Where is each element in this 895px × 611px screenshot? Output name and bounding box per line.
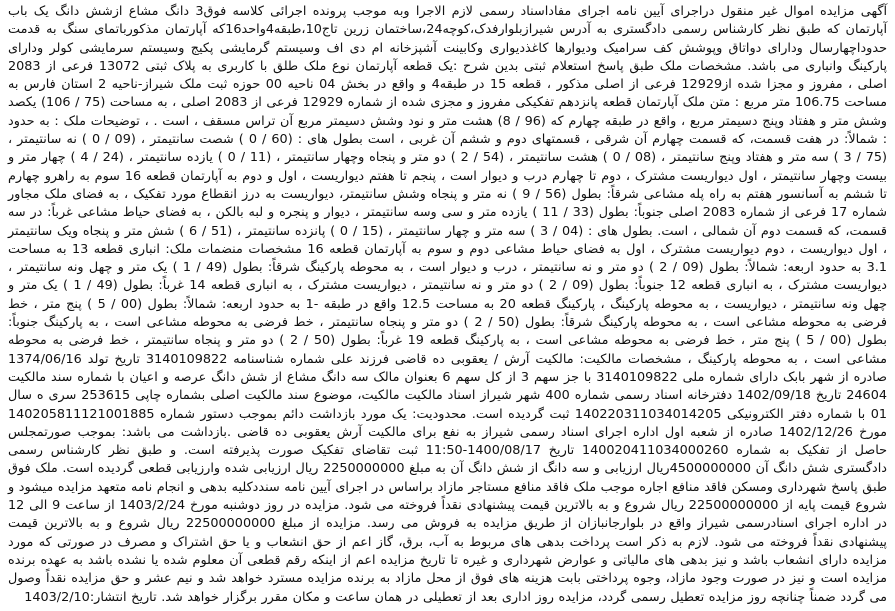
- notice-body-text: آگهی مزایده اموال غیر منقول دراجرای آیین نامه اجرای مفاداسناد رسمی لازم الاجرا وبه موجب پرونده اجرائی کلاسه فوق3 دانگ مشاع ازشش دانگ یک باب آپارتمان که طبق نظر کارشناس رسمی دادگستری به آدرس شیرازبلوارفدک،کوچه24،ساختمان زرین تاج10،طبقه4واحد16که آپارتمان مذکورباتمای سنگ به قدمت حدوداچهارسال ودارای دواتاق وپوشش کف سرامیک ودیوارها کاغذدیواری وکابینت آشپزخانه ام دی اف وسیستم گرمایشی پکیج وسیستم سرمایشی کولر ودارای پارکینگ وانباری می باشد. مشخصات ملک طبق پاسخ استعلام ثبتی بدین شرح :یک قطعه آپارتمان نوع ملک طلق با کاربری به پلاک ثبتی 13072 فرعی از 2083 اصلی ، مفروز و مجزا شده از12929 فرعی از اصلی مذکور ، قطعه 15 در طبقه4 و واقع در بخش 04 ناحیه 00 حوزه ثبت ملک شیراز-ناحیه 2 استان فارس به مساحت 106.75 متر مربع : متن ملک آپارتمان قطعه پانزدهم تفکیکی مفروز و مجزی شده از شماره 12929 فرعی از 2083 اصلی ، به مساحت (75 / 106) یکصد وشش متر و هفتاد وپنج دسیمتر مربع ، واقع در طبقه چهارم که (96 / 8) هشت متر و نود وشش دسیمتر مربع آن تراس مسقف ، است . ، توضیحات ملک : به حدود : شمالاً: در هفت قسمت، که قسمت چهارم آن شرقی ، قسمتهای دوم و ششم آن غربی ، است بطول های : (60 / 0 ) شصت سانتیمتر ، (09 / 0 ) نه سانتیمتر ، (75 / 3 ) سه متر و هفتاد وپنج سانتیمتر ، (08 / 0 ) هشت سانتیمتر ، (54 / 2 ) دو متر و پنجاه وچهار سانتیمتر ، (11 / 0 ) یازده سانتیمتر ، (24 / 4 ) چهار متر و بیست وچهار سانتیمتر ، اول دیواریست مشترک ، دوم تا چهارم درب و دیوار است ، پنجم تا هفتم دیواریست ، اول و دوم به آپارتمان قطعه 16 سوم به راهرو چهارم تا ششم به آسانسور هفتم به راه پله مشاعی شرقاً: بطول (56 / 9 ) نه متر و پنجاه وشش سانتیمتر، دیواریست به درز انقطاع مورد تفکیک ، به فضای ملک مجاور شماره 17 فرعی از شماره 2083 اصلی جنوباً: بطول (33 / 11 ) یازده متر و سی وسه سانتیمتر ، دیوار و پنجره و لبه بالکن ، به فضای حیاط مشاعی غرباً: در سه قسمت، که قسمت دوم آن شمالی ، است. بطول های : (04 / 3 ) سه متر و چهار سانتیمتر ، (15 / 0 ) پانزده سانتیمتر ، (51 / 6 ) شش متر و پنجاه ویک سانتیمتر ، اول دیواریست ، دوم دیواریست مشترک ، اول به فضای حیاط مشاعی دوم و سوم به آپارتمان قطعه 16 مشخصات منضمات ملک: انباری قطعه 13 به مساحت 3.1 به حدود اربعه: شمالاً: بطول (09 / 2 ) دو متر و نه سانتیمتر ، درب و دیوار است ، به محوطه پارکینگ شرقاً: بطول (49 / 1 ) یک متر و چهل ونه سانتیمتر ، دیواریست مشترک ، به انباری قطعه 12 جنوباً: بطول (09 / 2 ) دو متر و نه سانتیمتر ، دیواریست مشترک ، به انباری قطعه 14 غرباً: بطول (49 / 1 ) یک متر و چهل ونه سانتیمتر ، دیواریست ، به محوطه پارکینگ ، پارکینگ قطعه 20 به مساحت 12.5 واقع در طبقه -1 به حدود اربعه: شمالاً: بطول (00 / 5 ) پنج متر ، خط فرضی به محوطه مشاعی است ، به محوطه پارکینگ شرقاً: بطول (50 / 2 ) دو متر و پنجاه سانتیمتر ، خط فرضی به محوطه مشاعی است ، به پارکینگ جنوباً: بطول (00 / 5 ) پنج متر ، خط فرضی به محوطه مشاعی است ، به پارکینگ قطعه 19 غرباً: بطول (50 / 2 ) دو متر و پنجاه سانتیمتر ، خط فرضی به محوطه مشاعی است ، به محوطه پارکینگ ، مشخصات مالکیت: مالکیت آرش / یعقوبی ده قاضی فرزند علی شماره شناسنامه 3140109822 تاریخ تولد 1374/06/16 صادره از شهر بابک دارای شماره ملی 3140109822 با جز سهم 3 از کل سهم 6 بعنوان مالک سه دانگ مشاع از شش دانگ عرصه و اعیان با شماره سند مالکیت 24604 تاریخ 1402/09/18 دفترخانه اسناد رسمی شماره 400 شهر شیراز اسناد مالکیت مالکیت، موضوع سند مالکیت اصلی بشماره چاپی 253615 سری ه سال 01 با شماره دفتر الکترونیکی 140220311034014205 ثبت گردیده است. محدودیت: یک مورد بازداشت دائم بموجب دستور شماره 140205811121001885 مورخ 1402/12/26 صادره از شعبه اول اداره اجرای اسناد رسمی شیراز به نفع برای مالکیت آرش یعقوبی ده قاضی .بازداشت می باشد: بموجب صورتمجلس حاصل از تفکیک به شماره 140020411034000260 تاریخ 1400/08/17-11:50 ثبت تقاضای تفکیک صورت پذیرفته است. و طبق نظر کارشناس رسمی دادگستری شش دانگ آن 4500000000ریال ارزیابی و سه دانگ از شش دانگ آن به مبلغ 2250000000 ریال ارزیابی شده وارزیابی قطعی گردیده است. ملک فوق طبق پاسخ شهرداری ومسکن فاقد منافع اجاره موجب ملک فاقد منافع مستاجر مازاد براساس در اجرای آیین نامه سنددکلیه بدهی و انجام نامه متعهد مزایده میشود و شروع قیمت پایه از 22500000000 ریال شروع و به بالاترین قیمت پیشنهادی نقداً فروخته می شود. مزایده در روز دوشنبه مورخ 1403/2/24 از ساعت 9 الی 12 در اداره اجرای اسنادرسمی شیراز واقع در بلوارجانبازان از طریق مزایده به فروش می رسد. مزایده از مبلغ 22500000000 ریال شروع و به بالاترین قیمت پیشنهادی نقداً فروخته می شود. لازم به ذکر است پرداخت بدهی های مربوط به آب، برق، گاز اعم از حق انشعاب و یا حق اشتراک و مصرف در صورتی که مورد مزایده دارای انشعاب باشد و نیز بدهی های مالیاتی و عوارض شهرداری و غیره تا تاریخ مزایده اعم از اینکه رقم قطعی آن معلوم شده یا نشده باشد به عهده برنده مزایده است و نیز در صورت وجود مازاد، وجوه پرداختی بابت هزینه های فوق از محل مازاد به برنده مزایده مسترد خواهد شد و نیم عشر و حق مزایده نقداً وصول می گردد ضمناً چنانچه روز مزایده تعطیل رسمی گردد، مزایده روز اداری بعد از تعطیلی در همان ساعت و مکان مقرر برگزار خواهد شد. تاریخ انتشار:1403/2/10: [8, 4, 888, 605]
